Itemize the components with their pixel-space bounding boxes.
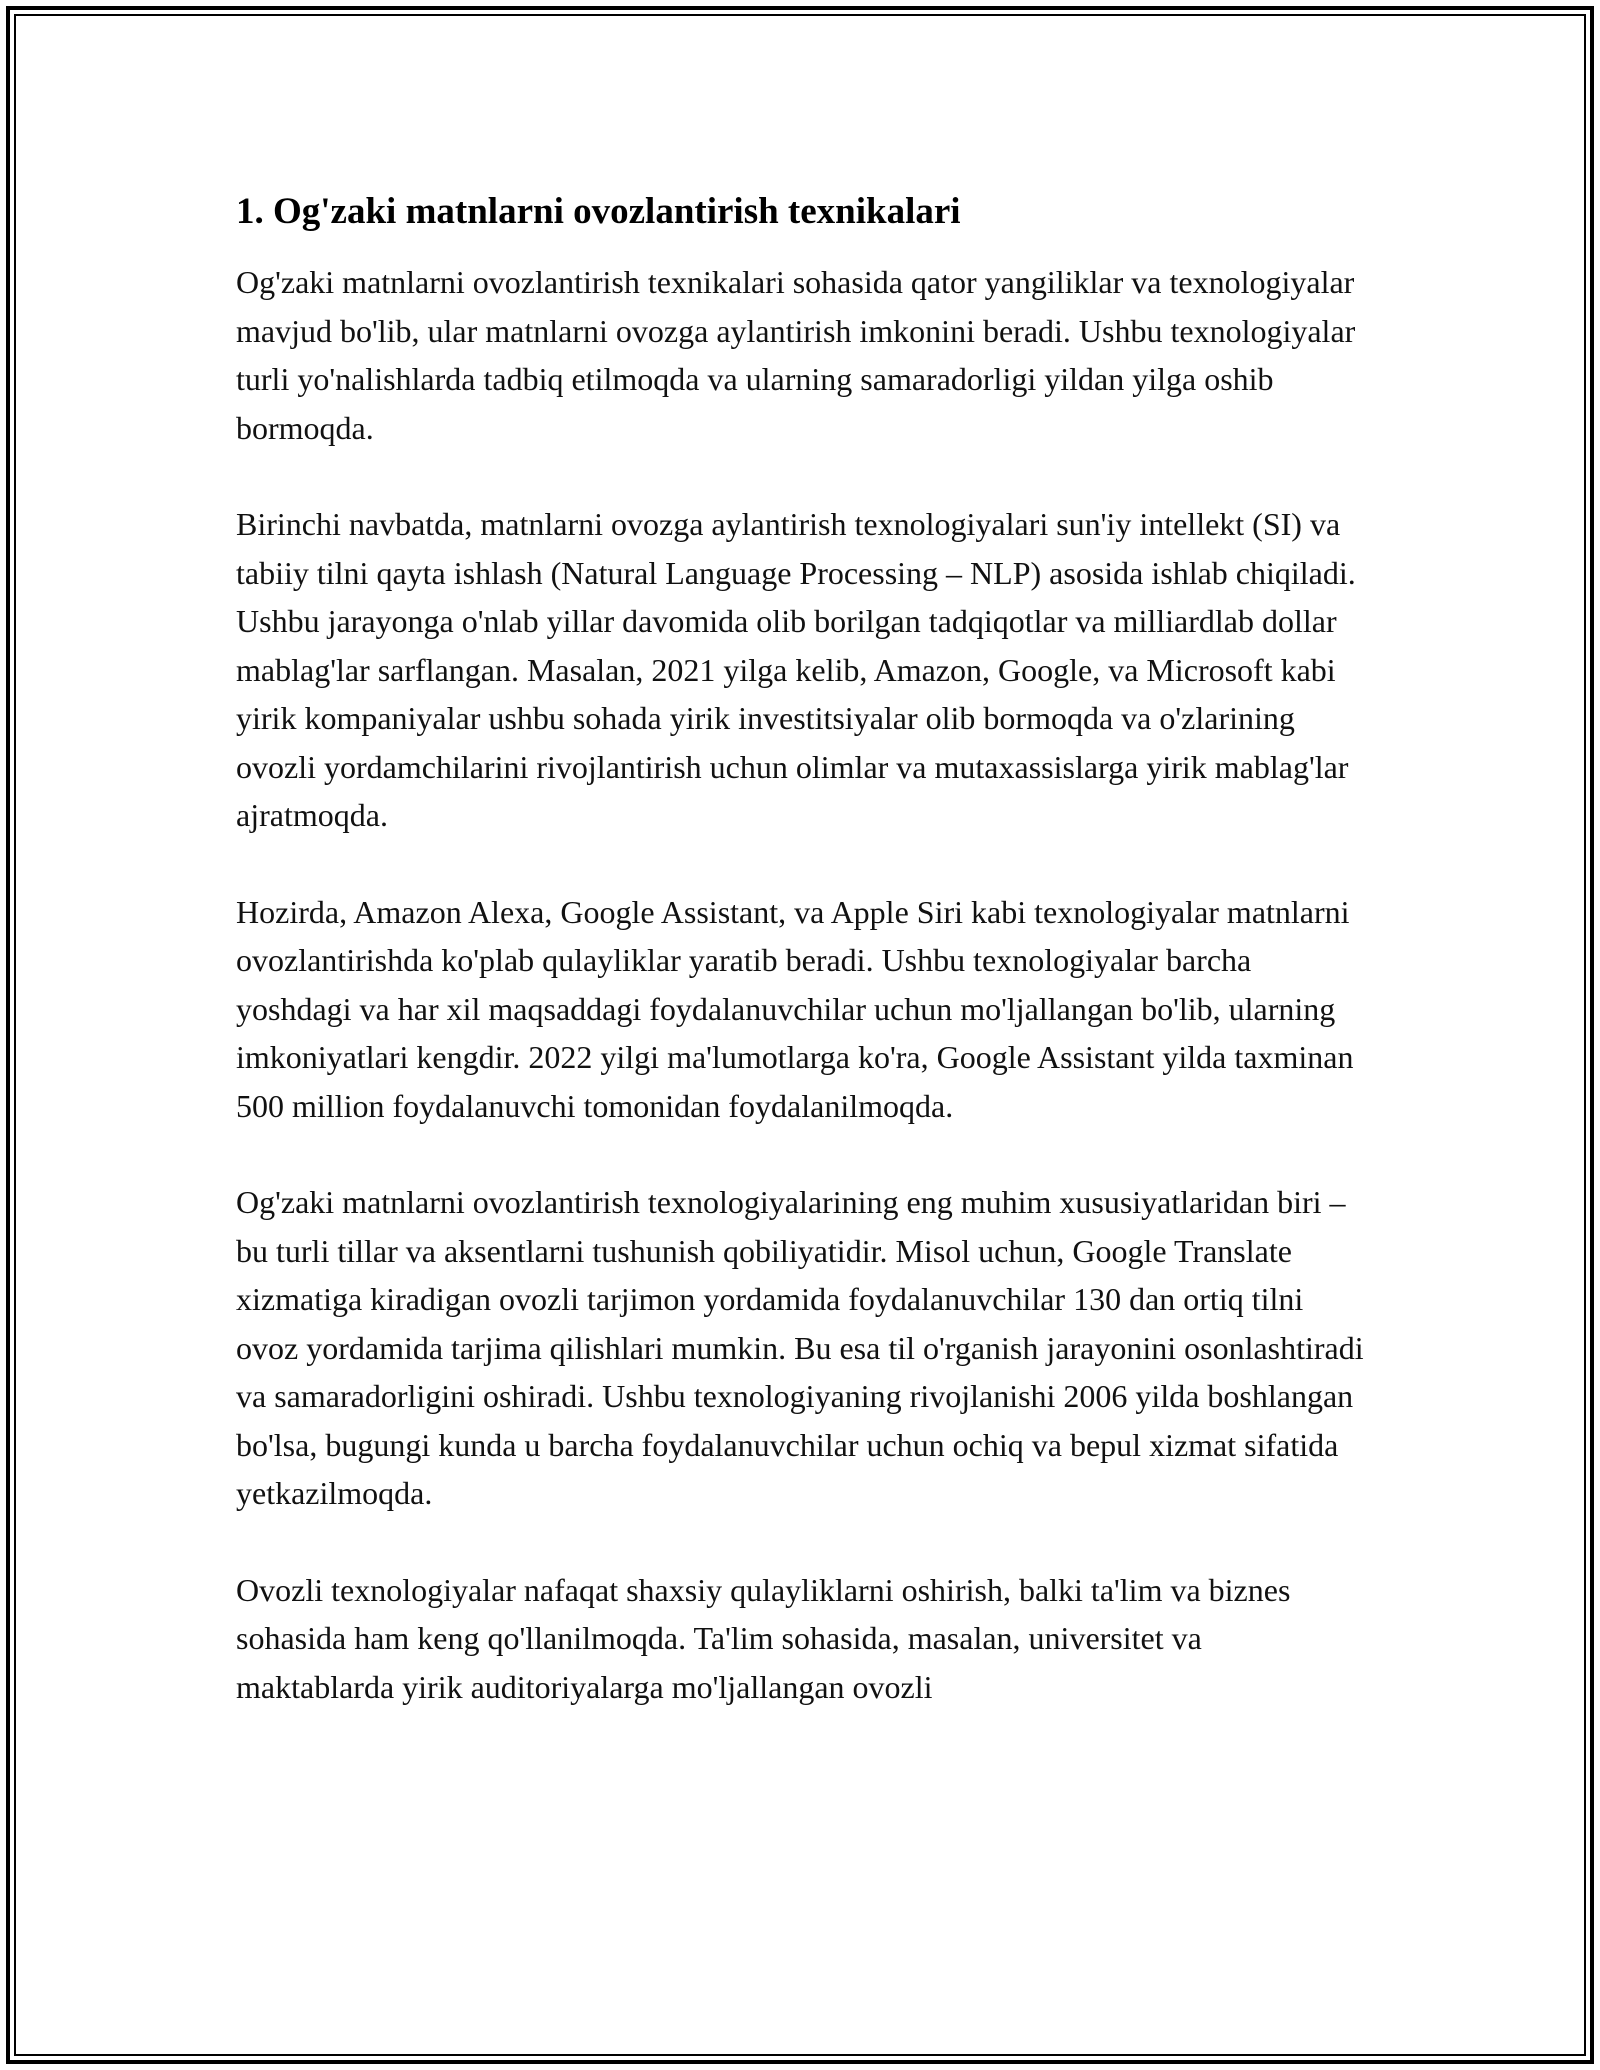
document-body xyxy=(236,188,1366,1759)
paragraph-5: Ovozli texnologiyalar nafaqat shaxsiy qulayliklarni oshirish, balki ta'lim va biznes sohasida ham keng qo'llanilmoqda. Ta'lim sohasida, masalan, universitet va maktablarda yirik auditoriyalarga mo'ljallangan ovozli xyxy=(236,1571,1291,1705)
paragraph-4: Og'zaki matnlarni ovozlantirish texnologiyalarining eng muhim xususiyatlaridan biri – bu turli tillar va aksentlarni tushunish qobiliyatidir. Misol uchun, Google Translate xizmatiga kiradigan ovozli tarjimon yordamida foydalanuvchilar 130 dan ortiq tilni ovoz yordamida tarjima qilishlari mumkin. Bu esa til o'rganish jarayonini osonlashtiradi va samaradorligini oshiradi. Ushbu texnologiyaning rivojlanishi 2006 yilda boshlangan bo'lsa, bugungi kunda u barcha foydalanuvchilar uchun ochiq va bepul xizmat sifatida yetkazilmoqda. xyxy=(236,1184,1364,1511)
paragraph-2: Birinchi navbatda, matnlarni ovozga aylantirish texnologiyalari sun'iy intellekt (SI) va tabiiy tilni qayta ishlash (Natural Language Processing – NLP) asosida ishlab chiqiladi. Ushbu jarayonga o'nlab yillar davomida olib borilgan tadqiqotlar va milliardlab dollar mablag'lar sarflangan. Masalan, 2021 yilga kelib, Amazon, Google, va Microsoft kabi yirik kompaniyalar ushbu sohada yirik investitsiyalar olib bormoqda va o'zlarining ovozli yordamchilarini rivojlantirish uchun olimlar va mutaxassislarga yirik mablag'lar ajratmoqda. xyxy=(236,506,1356,833)
paragraph-3: Hozirda, Amazon Alexa, Google Assistant, va Apple Siri kabi texnologiyalar matnlarni ovozlantirishda ko'plab qulayliklar yaratib beradi. Ushbu texnologiyalar barcha yoshdagi va har xil maqsaddagi foydalanuvchilar uchun mo'ljallangan bo'lib, ularning imkoniyatlari kengdir. 2022 yilgi ma'lumotlarga ko'ra, Google Assistant yilda taxminan 500 million foydalanuvchi tomonidan foydalanilmoqda. xyxy=(236,893,1354,1124)
paragraph-1: Og'zaki matnlarni ovozlantirish texnikalari sohasida qator yangiliklar va texnologiyalar mavjud bo'lib, ular matnlarni ovozga aylantirish imkonini beradi. Ushbu texnologiyalar turli yo'nalishlarda tadbiq etilmoqda va ularning samaradorligi yildan yilga oshib bormoqda. xyxy=(236,264,1356,446)
section-heading: 1. Og'zaki matnlarni ovozlantirish texnikalari xyxy=(236,191,961,232)
